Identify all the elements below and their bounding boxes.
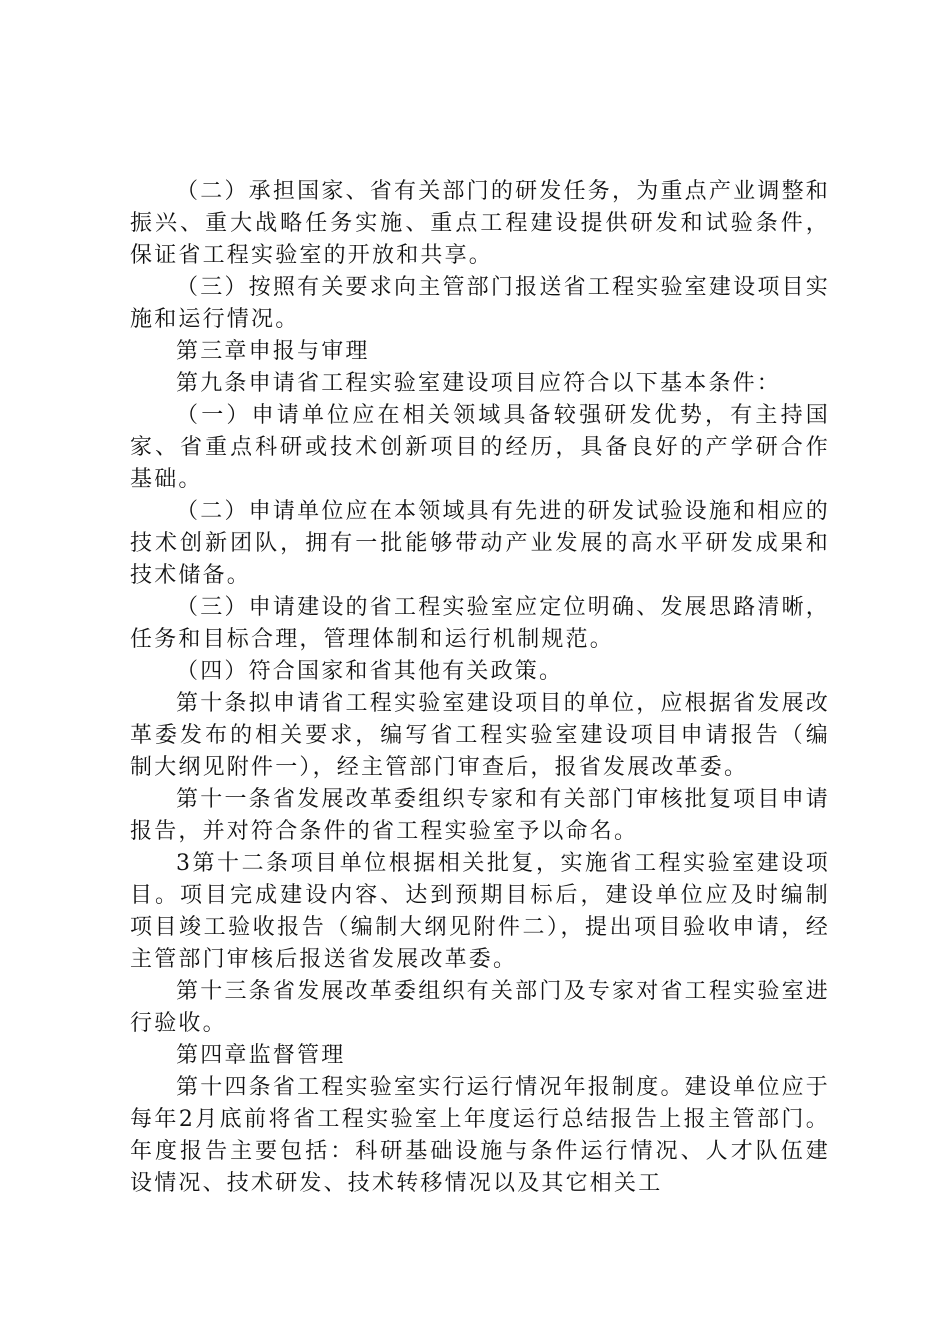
- article-11: 第十一条省发展改革委组织专家和有关部门审核批复项目申请报告，并对符合条件的省工程实验室予以命名。: [130, 787, 830, 844]
- paragraph-item-2: （二）承担国家、省有关部门的研发任务，为重点产业调整和振兴、重大战略任务实施、重点工程建设提供研发和试验条件，保证省工程实验室的开放和共享。: [130, 179, 830, 268]
- chapter-3-heading: 第三章申报与审理: [176, 339, 370, 364]
- document-body: [130, 176, 830, 1200]
- article-13: 第十三条省发展改革委组织有关部门及专家对省工程实验室进行验收。: [130, 979, 830, 1036]
- condition-1: （一）申请单位应在相关领域具备较强研发优势，有主持国家、省重点科研或技术创新项目的经历，具备良好的产学研合作基础。: [130, 403, 830, 492]
- article-12: 3第十二条项目单位根据相关批复，实施省工程实验室建设项目。项目完成建设内容、达到预期目标后，建设单位应及时编制项目竣工验收报告（编制大纲见附件二），提出项目验收申请，经主管部门审核后报送省发展改革委。: [130, 851, 830, 972]
- chapter-4-heading: 第四章监督管理: [176, 1043, 346, 1068]
- condition-3: （三）申请建设的省工程实验室应定位明确、发展思路清晰，任务和目标合理，管理体制和运行机制规范。: [130, 595, 830, 652]
- condition-2: （二）申请单位应在本领域具有先进的研发试验设施和相应的技术创新团队，拥有一批能够带动产业发展的高水平研发成果和技术储备。: [130, 499, 830, 588]
- article-9: 第九条申请省工程实验室建设项目应符合以下基本条件：: [176, 371, 782, 396]
- article-14: 第十四条省工程实验室实行运行情况年报制度。建设单位应于每年2月底前将省工程实验室上年度运行总结报告上报主管部门。年度报告主要包括：科研基础设施与条件运行情况、人才队伍建设情况、技术研发、技术转移情况以及其它相关工: [130, 1075, 830, 1196]
- condition-4: （四）符合国家和省其他有关政策。: [176, 659, 564, 684]
- article-10: 第十条拟申请省工程实验室建设项目的单位，应根据省发展改革委发布的相关要求，编写省工程实验室建设项目申请报告（编制大纲见附件一），经主管部门审查后，报省发展改革委。: [130, 691, 830, 780]
- paragraph-item-3: （三）按照有关要求向主管部门报送省工程实验室建设项目实施和运行情况。: [130, 275, 830, 332]
